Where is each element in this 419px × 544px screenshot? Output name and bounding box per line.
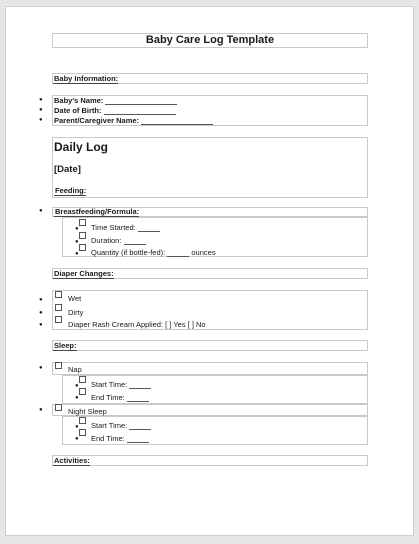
night-sleep-checkbox[interactable] (55, 404, 62, 411)
night-start-row[interactable] (91, 421, 151, 430)
dob-label: Date of Birth: (54, 106, 102, 115)
bullet: ● (39, 117, 43, 123)
night-end-blank[interactable] (127, 435, 149, 443)
bullet: ● (39, 365, 43, 371)
bullet: ● (75, 239, 79, 245)
night-start-checkbox[interactable] (79, 417, 86, 424)
bullet: ● (39, 310, 43, 316)
quantity-label: Quantity (if bottle-fed): (91, 248, 166, 257)
breastfeeding-label: Breastfeeding/Formula: (55, 207, 140, 216)
baby-info-header-box (52, 73, 368, 84)
night-end-checkbox[interactable] (79, 429, 86, 436)
activities-header-box (52, 455, 368, 466)
nap-checkbox[interactable] (55, 362, 62, 369)
nap-end-row[interactable] (91, 393, 149, 402)
parent-label: Parent/Caregiver Name: (54, 116, 140, 125)
wet-checkbox[interactable] (55, 291, 62, 298)
quantity-checkbox[interactable] (79, 244, 86, 251)
duration-row[interactable] (91, 236, 146, 245)
date-placeholder[interactable]: [Date] (54, 164, 81, 175)
nap-start-blank[interactable] (129, 381, 151, 389)
rash-cream-checkbox[interactable] (55, 316, 62, 323)
parent-blank[interactable] (141, 117, 213, 125)
night-end-row[interactable] (91, 434, 149, 443)
diaper-header: Diaper Changes: (54, 269, 114, 278)
time-started-checkbox[interactable] (79, 219, 86, 226)
night-start-blank[interactable] (129, 422, 151, 430)
quantity-blank[interactable] (167, 249, 189, 257)
bullet: ● (39, 297, 43, 303)
baby-info-header: Baby Information: (54, 74, 119, 83)
bullet: ● (75, 424, 79, 430)
baby-name-blank[interactable] (105, 97, 177, 105)
baby-name-row[interactable] (54, 96, 177, 105)
nap-label: Nap (68, 365, 82, 374)
duration-blank[interactable] (124, 237, 146, 245)
document-page (5, 6, 414, 536)
nap-start-row[interactable] (91, 380, 151, 389)
bullet: ● (75, 436, 79, 442)
night-end-label: End Time: (91, 434, 125, 443)
parent-row[interactable] (54, 116, 213, 125)
bullet: ● (75, 251, 79, 257)
nap-item-box (52, 362, 368, 375)
baby-name-label: Baby's Name: (54, 96, 104, 105)
bullet: ● (39, 107, 43, 113)
rash-cream-label: Diaper Rash Cream Applied: [ ] Yes [ ] No (68, 320, 206, 329)
bullet: ● (39, 97, 43, 103)
daily-log-heading: Daily Log (54, 140, 109, 154)
diaper-header-box (52, 268, 368, 279)
night-start-label: Start Time: (91, 421, 128, 430)
bullet: ● (39, 407, 43, 413)
duration-checkbox[interactable] (79, 232, 86, 239)
document-title: Baby Care Log Template (145, 34, 275, 46)
night-sleep-label: Night Sleep (68, 407, 107, 416)
dob-row[interactable] (54, 106, 176, 115)
nap-start-checkbox[interactable] (79, 376, 86, 383)
activities-header: Activities: (54, 456, 90, 465)
dirty-label: Dirty (68, 308, 84, 317)
bullet: ● (39, 322, 43, 328)
bullet: ● (39, 208, 43, 214)
title-box (52, 33, 368, 48)
feeding-header: Feeding: (55, 186, 87, 195)
sleep-header-box (52, 340, 368, 351)
time-started-row[interactable] (91, 223, 160, 232)
duration-label: Duration: (91, 236, 122, 245)
nap-end-blank[interactable] (127, 394, 149, 402)
dirty-checkbox[interactable] (55, 304, 62, 311)
wet-label: Wet (68, 294, 82, 303)
time-started-label: Time Started: (91, 223, 136, 232)
nap-end-label: End Time: (91, 393, 125, 402)
time-started-blank[interactable] (138, 224, 160, 232)
nap-end-checkbox[interactable] (79, 388, 86, 395)
bullet: ● (75, 383, 79, 389)
dob-blank[interactable] (104, 107, 176, 115)
quantity-row[interactable] (91, 248, 216, 257)
bullet: ● (75, 395, 79, 401)
ounces-label: ounces (191, 248, 216, 257)
bullet: ● (75, 226, 79, 232)
nap-start-label: Start Time: (91, 380, 128, 389)
sleep-header: Sleep: (54, 341, 77, 350)
